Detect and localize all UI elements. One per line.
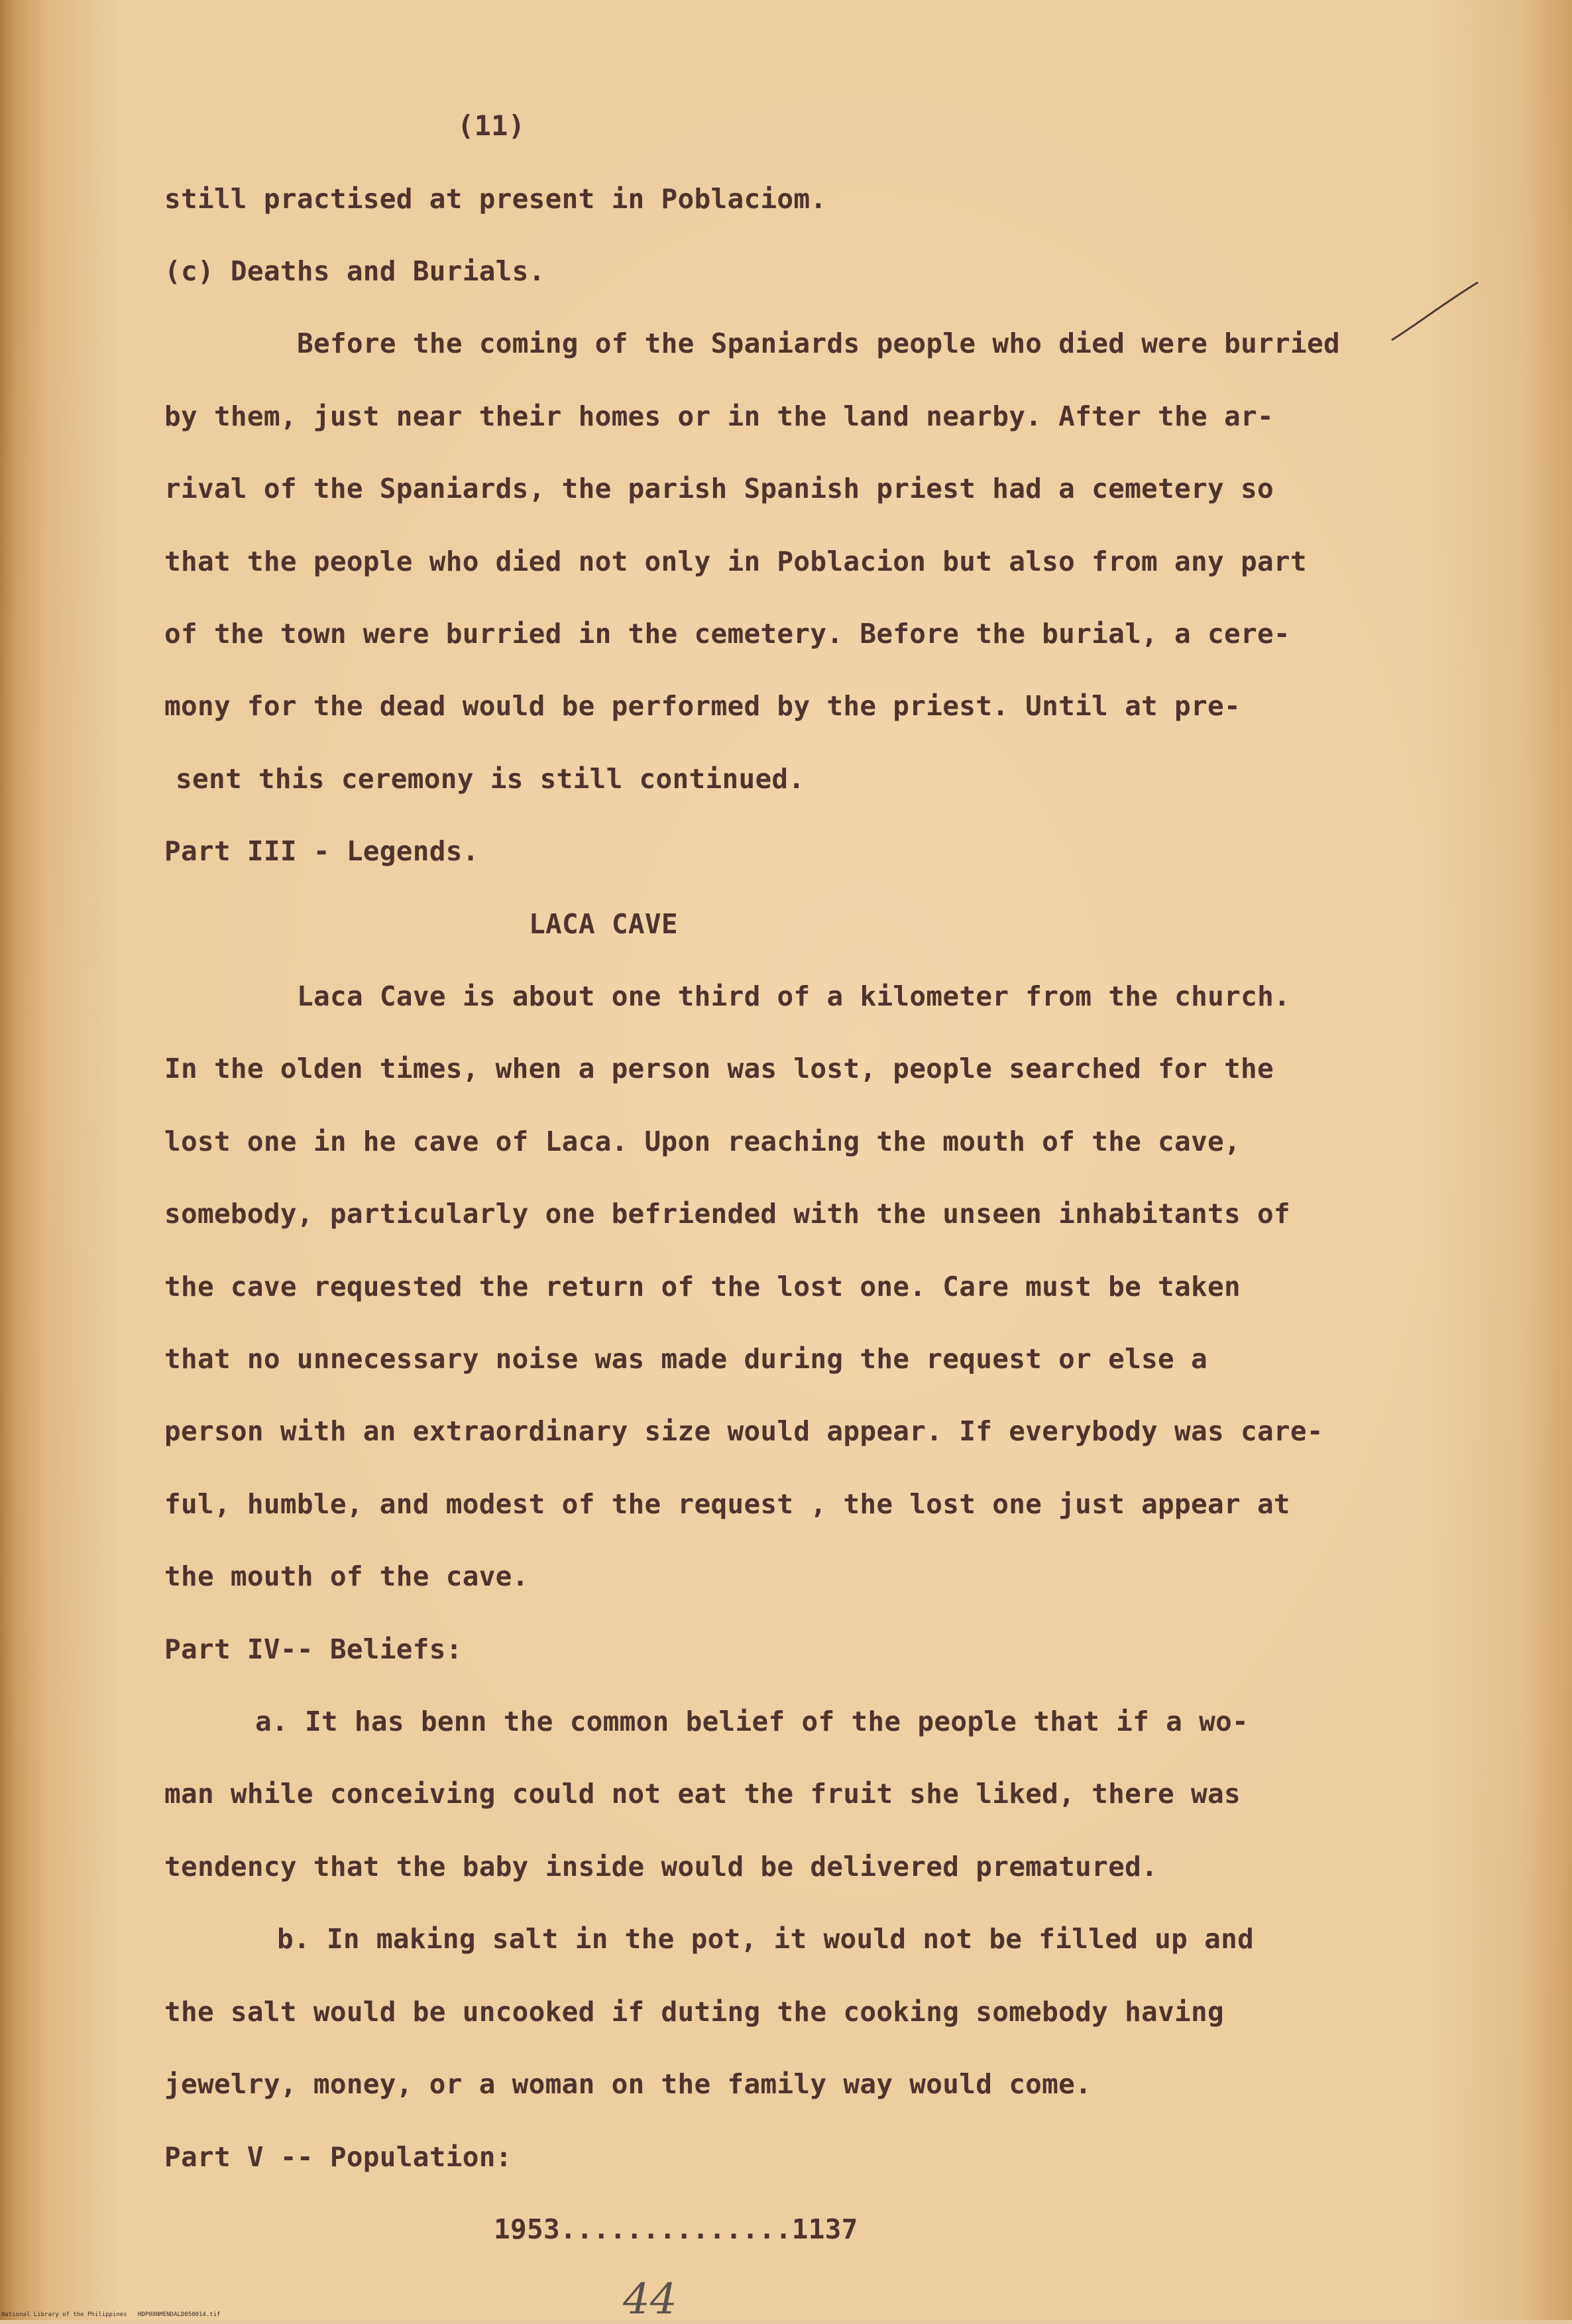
text-line-14: lost one in he cave of Laca. Upon reaching the mouth of the cave,: [164, 1126, 1241, 1157]
text-line-26: the salt would be uncooked if duting the cooking somebody having: [164, 1996, 1224, 2028]
legend-title: LACA CAVE: [529, 908, 678, 940]
text-line-17: that no unnecessary noise was made during the request or else a: [164, 1343, 1207, 1375]
text-line-3: Before the coming of the Spaniards people who died were burried: [297, 327, 1340, 359]
part-four-heading: Part IV-- Beliefs:: [164, 1633, 463, 1665]
text-line-8: mony for the dead would be performed by the priest. Until at pre-: [164, 690, 1241, 722]
text-line-22: a. It has benn the common belief of the people that if a wo-: [255, 1706, 1249, 1737]
text-line-12: Laca Cave is about one third of a kilometer from the church.: [297, 980, 1291, 1012]
text-line-5: rival of the Spaniards, the parish Spanish priest had a cemetery so: [164, 473, 1274, 504]
part-five-heading: Part V -- Population:: [164, 2141, 512, 2173]
text-line-18: person with an extraordinary size would appear. If everybody was care-: [164, 1415, 1323, 1447]
text-line-4: by them, just near their homes or in the land nearby. After the ar-: [164, 400, 1274, 432]
check-mark-icon: [1385, 277, 1485, 350]
text-line-9: sent this ceremony is still continued.: [176, 763, 805, 795]
archive-footer: National Library of the Philippines HDP08NMENDALD050014.tif: [1, 2311, 221, 2318]
text-line-19: ful, humble, and modest of the request , the lost one just appear at: [164, 1488, 1290, 1520]
text-line-23: man while conceiving could not eat the fruit she liked, there was: [164, 1778, 1241, 1810]
page-number: (11): [457, 109, 526, 142]
population-figure: 1953..............1137: [494, 2213, 858, 2245]
text-line-20: the mouth of the cave.: [164, 1560, 529, 1592]
text-line-16: the cave requested the return of the lost one. Care must be taken: [164, 1271, 1241, 1303]
part-three-heading: Part III - Legends.: [164, 835, 479, 867]
text-line-6: that the people who died not only in Poblacion but also from any part: [164, 546, 1307, 577]
text-line-15: somebody, particularly one befriended with the unseen inhabitants of: [164, 1198, 1290, 1230]
section-heading-deaths-burials: (c) Deaths and Burials.: [164, 255, 545, 287]
text-line-27: jewelry, money, or a woman on the family way would come.: [164, 2068, 1092, 2100]
text-line-1: still practised at present in Poblaciom.: [164, 183, 827, 215]
text-line-7: of the town were burried in the cemetery. Before the burial, a cere-: [164, 618, 1290, 650]
text-line-24: tendency that the baby inside would be delivered prematured.: [164, 1851, 1158, 1883]
handwritten-page-mark: 44: [623, 2275, 677, 2324]
text-line-13: In the olden times, when a person was lost, people searched for the: [164, 1053, 1274, 1084]
text-line-25: b. In making salt in the pot, it would not be filled up and: [277, 1923, 1255, 1955]
